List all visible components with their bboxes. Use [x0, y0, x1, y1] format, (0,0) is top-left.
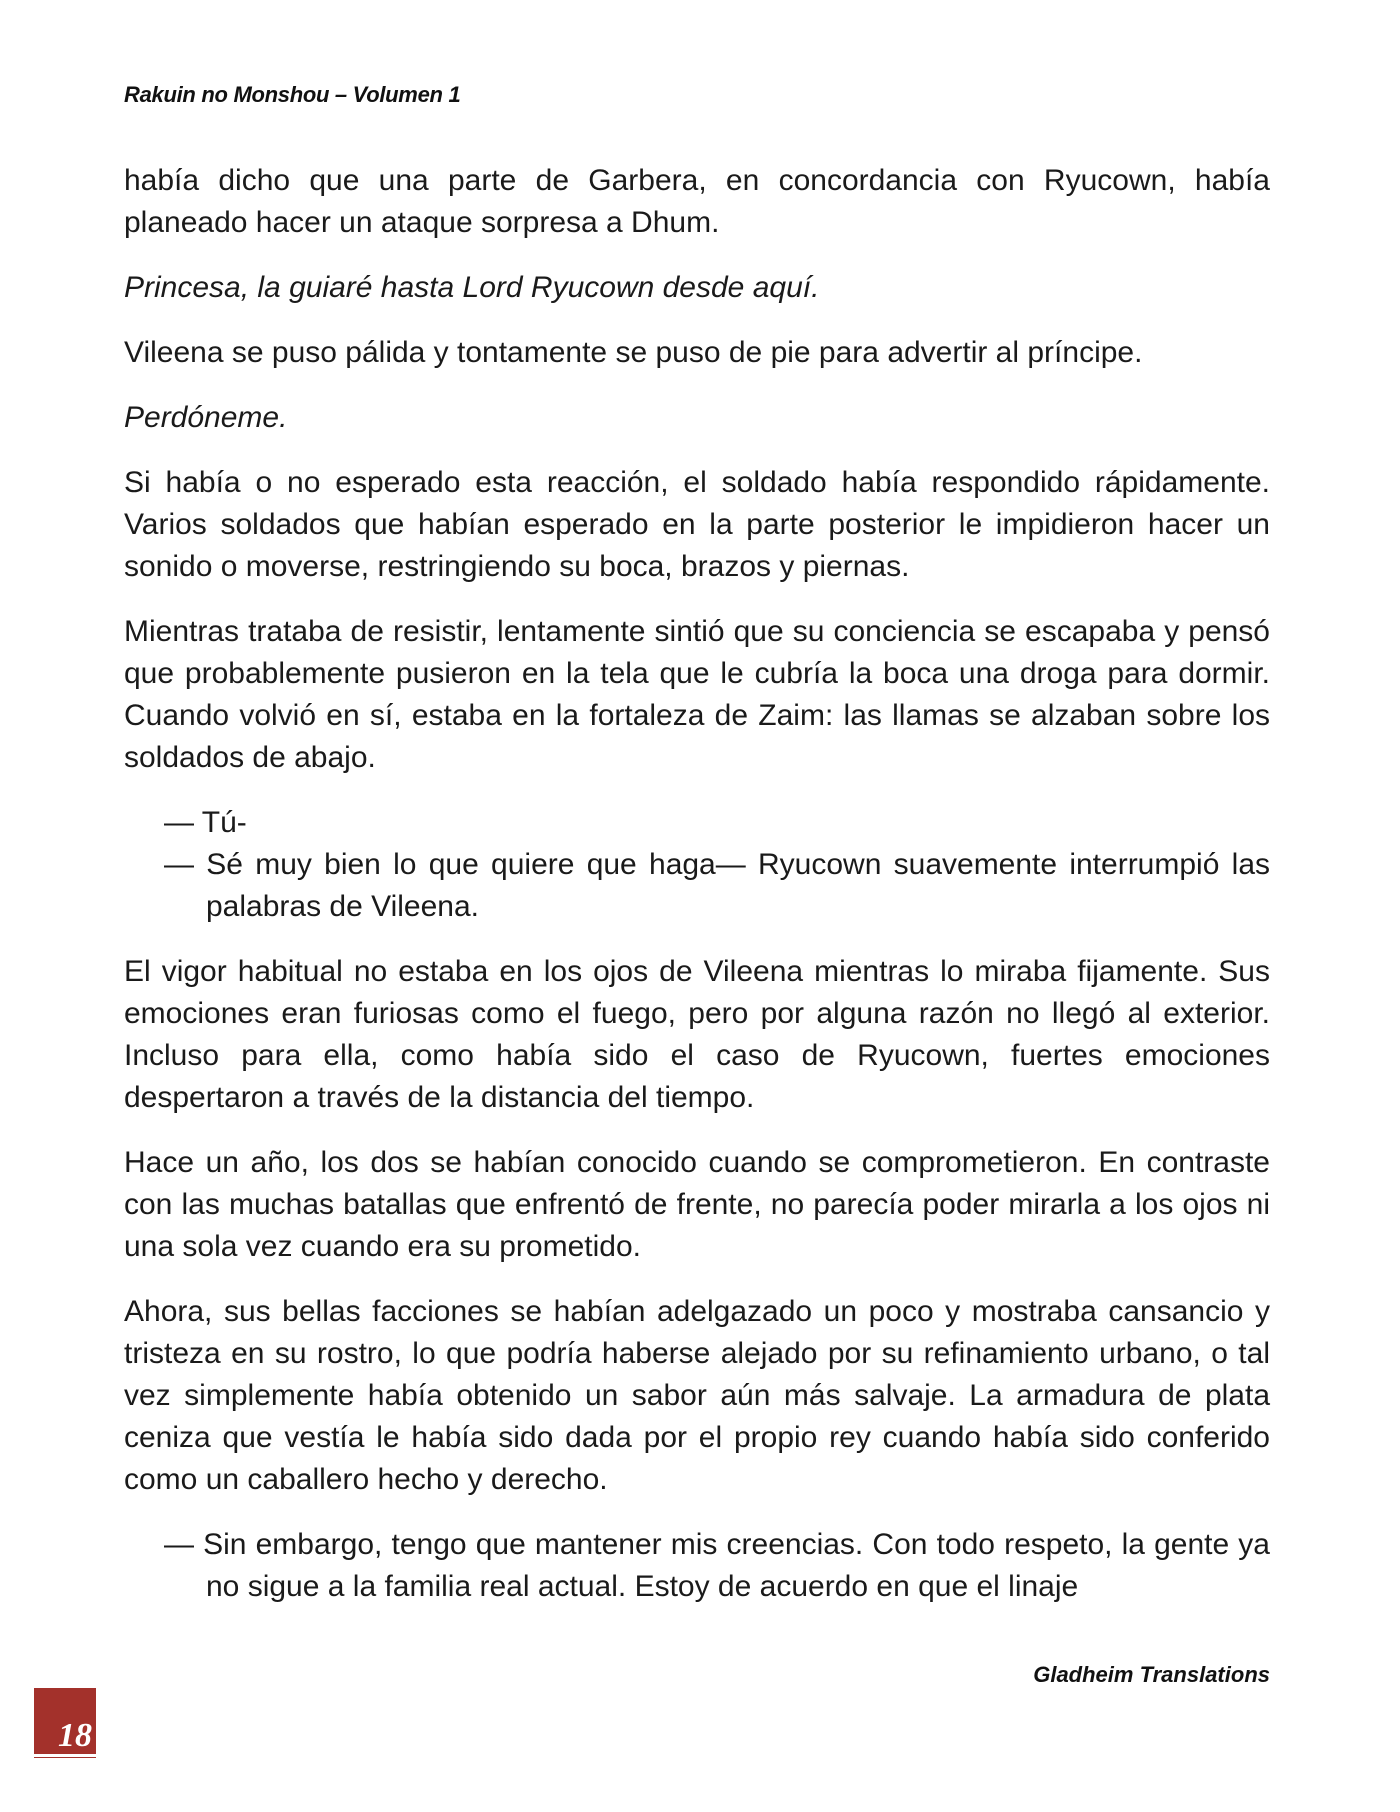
paragraph: Si había o no esperado esta reacción, el soldado había respondido rápidamente. Varios soldados que habían esperado en la parte posterior le impidieron hacer un sonido o moverse, restringiendo su boca, brazos y piernas. — [124, 466, 1270, 583]
translator-credit: Gladheim Translations — [1033, 1662, 1270, 1687]
dialogue-line: — Sin embargo, tengo que mantener mis creencias. Con todo respeto, la gente ya no sigue a la familia real actual. Estoy de acuerdo en que el linaje — [164, 1528, 1270, 1603]
dialogue-line: — Tú- — [164, 806, 247, 839]
paragraph: Mientras trataba de resistir, lentamente sintió que su conciencia se escapaba y pensó que probablemente pusieron en la tela que le cubría la boca una droga para dormir. Cuando volvió en sí, estaba en la fortaleza de Zaim: las llamas se alzaban sobre los soldados de abajo. — [124, 615, 1270, 774]
paragraph: había dicho que una parte de Garbera, en concordancia con Ryucown, había planeado hacer un ataque sorpresa a Dhum. — [124, 164, 1270, 239]
dialogue-group — [124, 1524, 1270, 1608]
paragraph: Ahora, sus bellas facciones se habían adelgazado un poco y mostraba cansancio y tristeza en su rostro, lo que podría haberse alejado por su refinamiento urbano, o tal vez simplemente había obtenido un sabor aún más salvaje. La armadura de plata ceniza que vestía le había sido dada por el propio rey cuando había sido conferido como un caballero hecho y derecho. — [124, 1295, 1270, 1496]
page-number: 18 — [58, 1717, 92, 1754]
dialogue-line: — Sé muy bien lo que quiere que haga— Ryucown suavemente interrumpió las palabras de Vileena. — [164, 848, 1270, 923]
paragraph: Vileena se puso pálida y tontamente se puso de pie para advertir al príncipe. — [124, 336, 1143, 369]
page-body — [124, 160, 1270, 1631]
dialogue-group — [124, 802, 1270, 928]
page-number-underline — [34, 1754, 96, 1757]
italic-paragraph: Princesa, la guiaré hasta Lord Ryucown desde aquí. — [124, 271, 820, 304]
paragraph: Hace un año, los dos se habían conocido cuando se comprometieron. En contraste con las muchas batallas que enfrentó de frente, no parecía poder mirarla a los ojos ni una sola vez cuando era su prometido. — [124, 1146, 1270, 1263]
paragraph: El vigor habitual no estaba en los ojos de Vileena mientras lo miraba fijamente. Sus emociones eran furiosas como el fuego, pero por alguna razón no llegó al exterior. Incluso para ella, como había sido el caso de Ryucown, fuertes emociones despertaron a través de la distancia del tiempo. — [124, 955, 1270, 1114]
running-header: Rakuin no Monshou – Volumen 1 — [124, 82, 461, 107]
italic-paragraph: Perdóneme. — [124, 401, 288, 434]
